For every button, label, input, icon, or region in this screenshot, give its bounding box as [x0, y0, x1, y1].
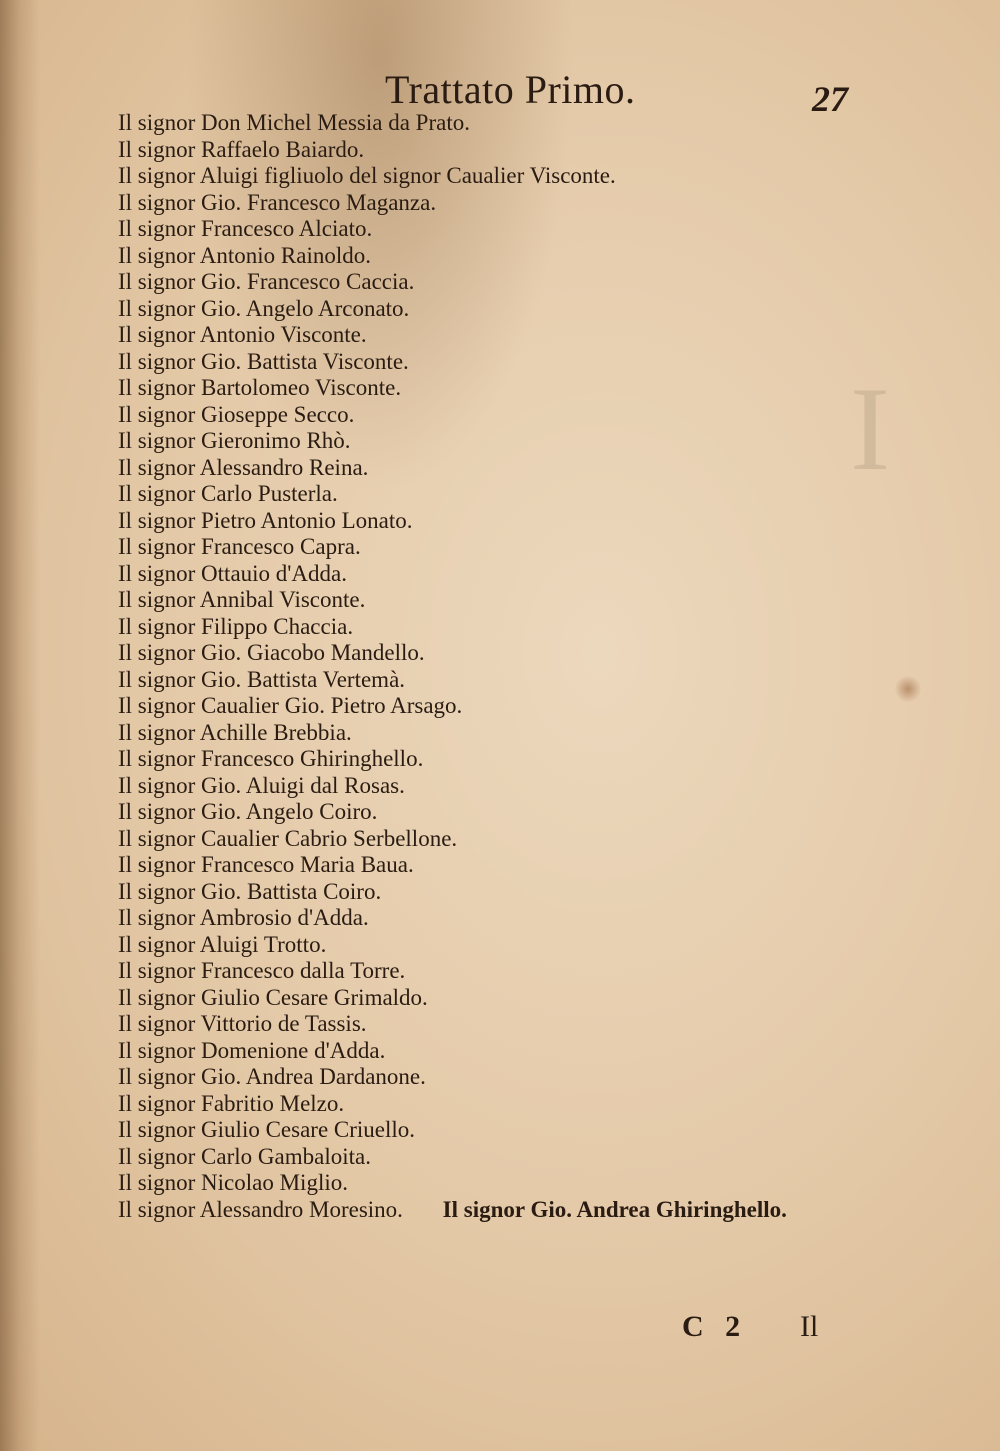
list-item: Il signor Gio. Francesco Caccia. — [118, 269, 415, 294]
list-item: Il signor Francesco Maria Baua. — [118, 852, 414, 877]
list-item: Il signor Gio. Francesco Maganza. — [118, 189, 437, 215]
list-item: Il signor Bartolomeo Visconte. — [118, 375, 402, 400]
list-item: Il signor Gio. Angelo Coiro. — [118, 799, 378, 824]
list-item: Il signor Gio. Battista Vertemà. — [118, 666, 406, 692]
page-spine-shadow — [0, 0, 40, 1451]
list-item: Il signor Raffaelo Baiardo. — [118, 136, 365, 162]
list-item: Il signor Gio. Giacobo Mandello. — [118, 640, 425, 665]
running-head: Trattato Primo. — [385, 67, 636, 112]
list-item: Il signor Gio. Angelo Arconato. — [118, 295, 410, 321]
list-item: Il signor Gio. Andrea Dardanone. — [118, 1064, 426, 1089]
list-item: Il signor Gio. Aluigi dal Rosas. — [118, 772, 405, 798]
paper-stain — [895, 675, 921, 703]
list-item: Il signor Gieronimo Rhò. — [118, 428, 351, 453]
name-list — [118, 110, 787, 1223]
list-item: Il signor Francesco Alciato. — [118, 216, 373, 241]
list-item-last — [118, 1197, 787, 1224]
list-item: Il signor Annibal Visconte. — [118, 587, 366, 612]
list-item: Il signor Aluigi figliuolo del signor Caualier Visconte. — [118, 163, 616, 188]
list-item: Il signor Gio. Battista Coiro. — [118, 878, 382, 904]
list-item: Il signor Filippo Chaccia. — [118, 613, 354, 639]
list-item: Il signor Aluigi Trotto. — [118, 931, 327, 957]
list-item: Il signor Fabritio Melzo. — [118, 1090, 345, 1116]
ink-bleed-through: I — [850, 362, 890, 495]
list-item: Il signor Alessandro Reina. — [118, 454, 369, 480]
list-item: Il signor Francesco Ghiringhello. — [118, 746, 424, 771]
list-item: Il signor Ottauio d'Adda. — [118, 560, 348, 586]
list-item: Il signor Nicolao Miglio. — [118, 1170, 348, 1195]
list-item: Il signor Carlo Gambaloita. — [118, 1143, 371, 1169]
list-item: Il signor Achille Brebbia. — [118, 719, 352, 745]
list-item: Il signor Gioseppe Secco. — [118, 401, 355, 427]
list-item: Il signor Giulio Cesare Criuello. — [118, 1117, 416, 1142]
list-item: Il signor Gio. Battista Visconte. — [118, 348, 409, 374]
list-item: Il signor Antonio Rainoldo. — [118, 242, 371, 268]
list-item: Il signor Vittorio de Tassis. — [118, 1011, 367, 1036]
signature-mark: C 2 — [682, 1310, 741, 1343]
list-item: Il signor Caualier Cabrio Serbellone. — [118, 825, 458, 851]
catchword: Il — [800, 1310, 819, 1343]
page-number: 27 — [812, 79, 848, 119]
list-item: Il signor Pietro Antonio Lonato. — [118, 507, 413, 533]
list-item: Il signor Caualier Gio. Pietro Arsago. — [118, 693, 463, 718]
list-item: Il signor Carlo Pusterla. — [118, 481, 338, 506]
last-line-second-name: Il signor Gio. Andrea Ghiringhello. — [442, 1196, 787, 1222]
list-item: Il signor Antonio Visconte. — [118, 322, 367, 347]
list-item: Il signor Giulio Cesare Grimaldo. — [118, 984, 428, 1010]
list-item: Il signor Francesco Capra. — [118, 534, 361, 559]
list-item: Il signor Francesco dalla Torre. — [118, 958, 406, 983]
list-item: Il signor Don Michel Messia da Prato. — [118, 110, 470, 135]
list-item: Il signor Ambrosio d'Adda. — [118, 905, 369, 930]
last-line-first-name: Il signor Alessandro Moresino. — [118, 1196, 403, 1222]
list-item: Il signor Domenione d'Adda. — [118, 1037, 386, 1063]
